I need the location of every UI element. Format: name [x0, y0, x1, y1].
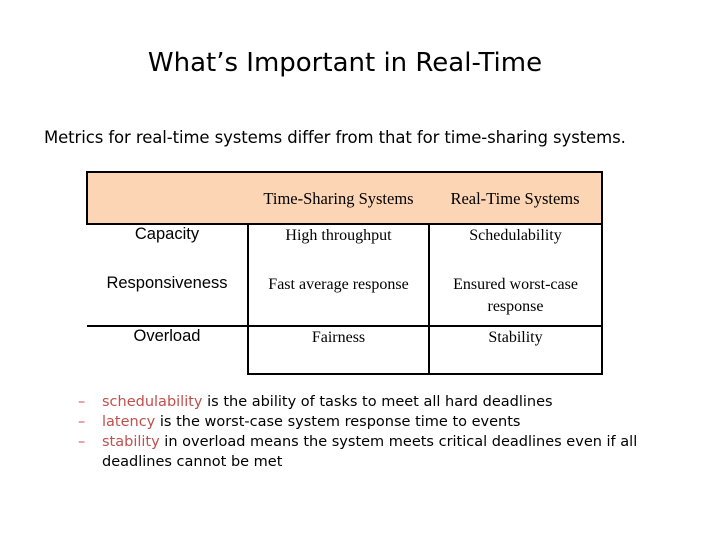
list-item: [78, 392, 678, 412]
cell-real-time: Stability: [429, 326, 602, 374]
row-label-capacity: Capacity: [87, 224, 248, 274]
row-label-responsiveness: Responsiveness: [87, 274, 248, 326]
table-row: [87, 224, 602, 274]
term-schedulability: schedulability: [102, 394, 203, 410]
definition-text: in overload means the system meets critical deadlines even if all deadlines cannot be met: [102, 434, 638, 470]
comparison-table: [86, 171, 603, 375]
term-stability: stability: [102, 434, 160, 450]
definition-text: is the ability of tasks to meet all hard deadlines: [202, 394, 553, 410]
list-item: [78, 432, 678, 472]
definition-list: [78, 392, 678, 472]
dash-bullet: –: [78, 394, 86, 410]
cell-time-sharing: Fast average response: [248, 274, 429, 326]
table-row: [87, 326, 602, 374]
table-header-row: [87, 172, 602, 224]
cell-time-sharing: High throughput: [248, 224, 429, 274]
header-real-time: Real-Time Systems: [429, 172, 602, 224]
row-label-overload: Overload: [87, 326, 248, 374]
slide-title: What’s Important in Real-Time: [147, 48, 543, 78]
cell-time-sharing: Fairness: [248, 326, 429, 374]
table-row: [87, 274, 602, 326]
slide-subtitle: Metrics for real-time systems differ from that for time-sharing systems.: [44, 128, 626, 147]
term-latency: latency: [102, 414, 156, 430]
list-item: [78, 412, 678, 432]
dash-bullet: –: [78, 434, 86, 450]
definition-text: is the worst-case system response time to events: [155, 414, 521, 430]
dash-bullet: –: [78, 414, 86, 430]
cell-real-time: Ensured worst-case response: [429, 274, 602, 326]
header-corner: [87, 172, 248, 224]
cell-real-time: Schedulability: [429, 224, 602, 274]
header-time-sharing: Time-Sharing Systems: [248, 172, 429, 224]
